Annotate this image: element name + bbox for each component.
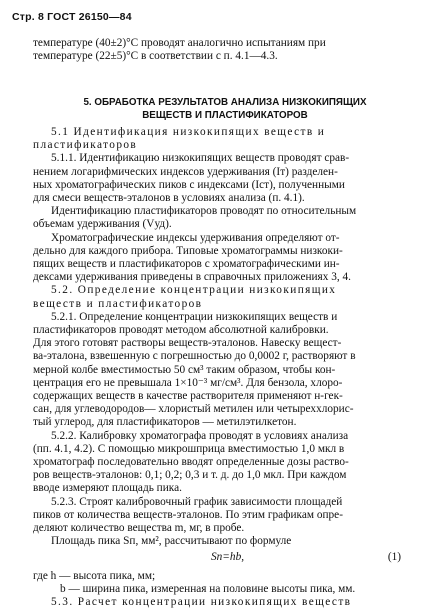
text-line: пящих веществ и пластификаторов с хроматографическими ин-	[33, 258, 340, 271]
text-line: хроматограф последовательно вводят определенные дозы раство-	[33, 456, 349, 469]
subsection-heading: 5.1 Идентификация низкокипящих веществ и	[51, 126, 326, 138]
text-line: нением логарифмических индексов удерживания (Iт) разделен-	[33, 165, 338, 178]
text-line: центрация его не превышала 1×10⁻³ мг/см³. Для бензола, хлоро-	[33, 376, 343, 389]
formula-expression: Sп=hb,	[211, 551, 245, 563]
subsection-heading: 5.2. Определение концентрации низкокипящих	[51, 284, 337, 297]
text-line: где h — высота пика, мм;	[33, 570, 156, 582]
text-line: Хроматографические индексы удерживания определяют от-	[51, 231, 340, 244]
text-line: ных хроматографических пиков с индексами (Iст), полученными	[33, 178, 345, 191]
text-line: Площадь пика Sп, мм², рассчитывают по формуле	[51, 535, 292, 548]
text-line: ров веществ-эталонов: 0,1; 0,2; 0,3 и т. д. до 1,0 мкл. При каждом	[33, 469, 347, 482]
text-line: вводе измеряют площадь пика.	[33, 482, 182, 495]
subsection-heading: 5.3. Расчет концентрации низкокипящих веществ	[51, 596, 352, 609]
text-line: 5.2.3. Строят калибровочный график зависимости площадей	[51, 495, 343, 508]
formula-number: (1)	[387, 551, 401, 563]
text-line: 5.1.1. Идентификацию низкокипящих веществ проводят срав-	[51, 152, 350, 165]
text-line: для смеси веществ-эталонов в условиях анализа (п. 4.1).	[33, 192, 305, 205]
text-line: сан, для углеводородов— хлористый метилен или четыреххлорис-	[33, 403, 354, 416]
intro-paragraph	[33, 37, 417, 63]
body-text	[33, 126, 417, 549]
text-line: тый углерод, для пластификаторов — метилэтилкетон.	[33, 416, 297, 429]
text-line: (пп. 4.1, 4.2). С помощью микрошприца вместимостью 1,0 мкл в	[33, 442, 345, 455]
section-title-line: ВЕЩЕСТВ И ПЛАСТИФИКАТОРОВ	[142, 110, 308, 121]
text-line: температуре (40±2)°С проводят аналогично испытаниям при	[33, 37, 326, 49]
text-line: дексами удерживания приведены в справочных приложениях 3, 4.	[33, 271, 351, 284]
text-line: b — ширина пика, измеренная на половине высоты пика, мм.	[60, 583, 356, 596]
bottom-text	[33, 570, 417, 610]
text-line: ва-эталона, взвешенную с погрешностью до 0,0002 г, растворяют в	[33, 350, 356, 363]
text-line: объемам удерживания (Vуд).	[33, 218, 172, 231]
text-line: температуре (22±5)°С в соответствии с п. 4.1—4.3.	[33, 50, 278, 63]
subsection-heading: пластификаторов	[33, 139, 138, 152]
text-line: пиков от количества веществ-эталонов. По этим графикам опре-	[33, 508, 343, 521]
text-line: пластификаторов проводят методом абсолютной калибровки.	[33, 324, 329, 337]
text-line: 5.2.2. Калибровку хроматографа проводят в условиях анализа	[51, 429, 349, 442]
section-title-line: 5. ОБРАБОТКА РЕЗУЛЬТАТОВ АНАЛИЗА НИЗКОКИПЯЩИХ	[83, 97, 367, 108]
text-line: 5.2.1. Определение концентрации низкокипящих веществ и	[51, 310, 338, 323]
subsection-heading: веществ и пластификаторов	[33, 297, 203, 310]
text-line: Идентификацию пластификаторов проводят по относительным	[51, 205, 357, 218]
section-title	[33, 96, 417, 122]
text-line: мерной колбе вместимостью 50 см³ таким образом, чтобы кон-	[33, 363, 336, 376]
text-line: деляют количество вещества m, мг, в пробе.	[33, 522, 245, 535]
page-header: Стр. 8 ГОСТ 26150—84	[12, 11, 132, 23]
text-line: дельно для каждого прибора. Типовые хроматограммы низкоки-	[33, 244, 343, 257]
text-line: содержащих веществ в качестве растворителя применяют н-гек-	[33, 390, 343, 403]
text-line: Для этого готовят растворы веществ-эталонов. Навеску вещест-	[33, 337, 342, 350]
